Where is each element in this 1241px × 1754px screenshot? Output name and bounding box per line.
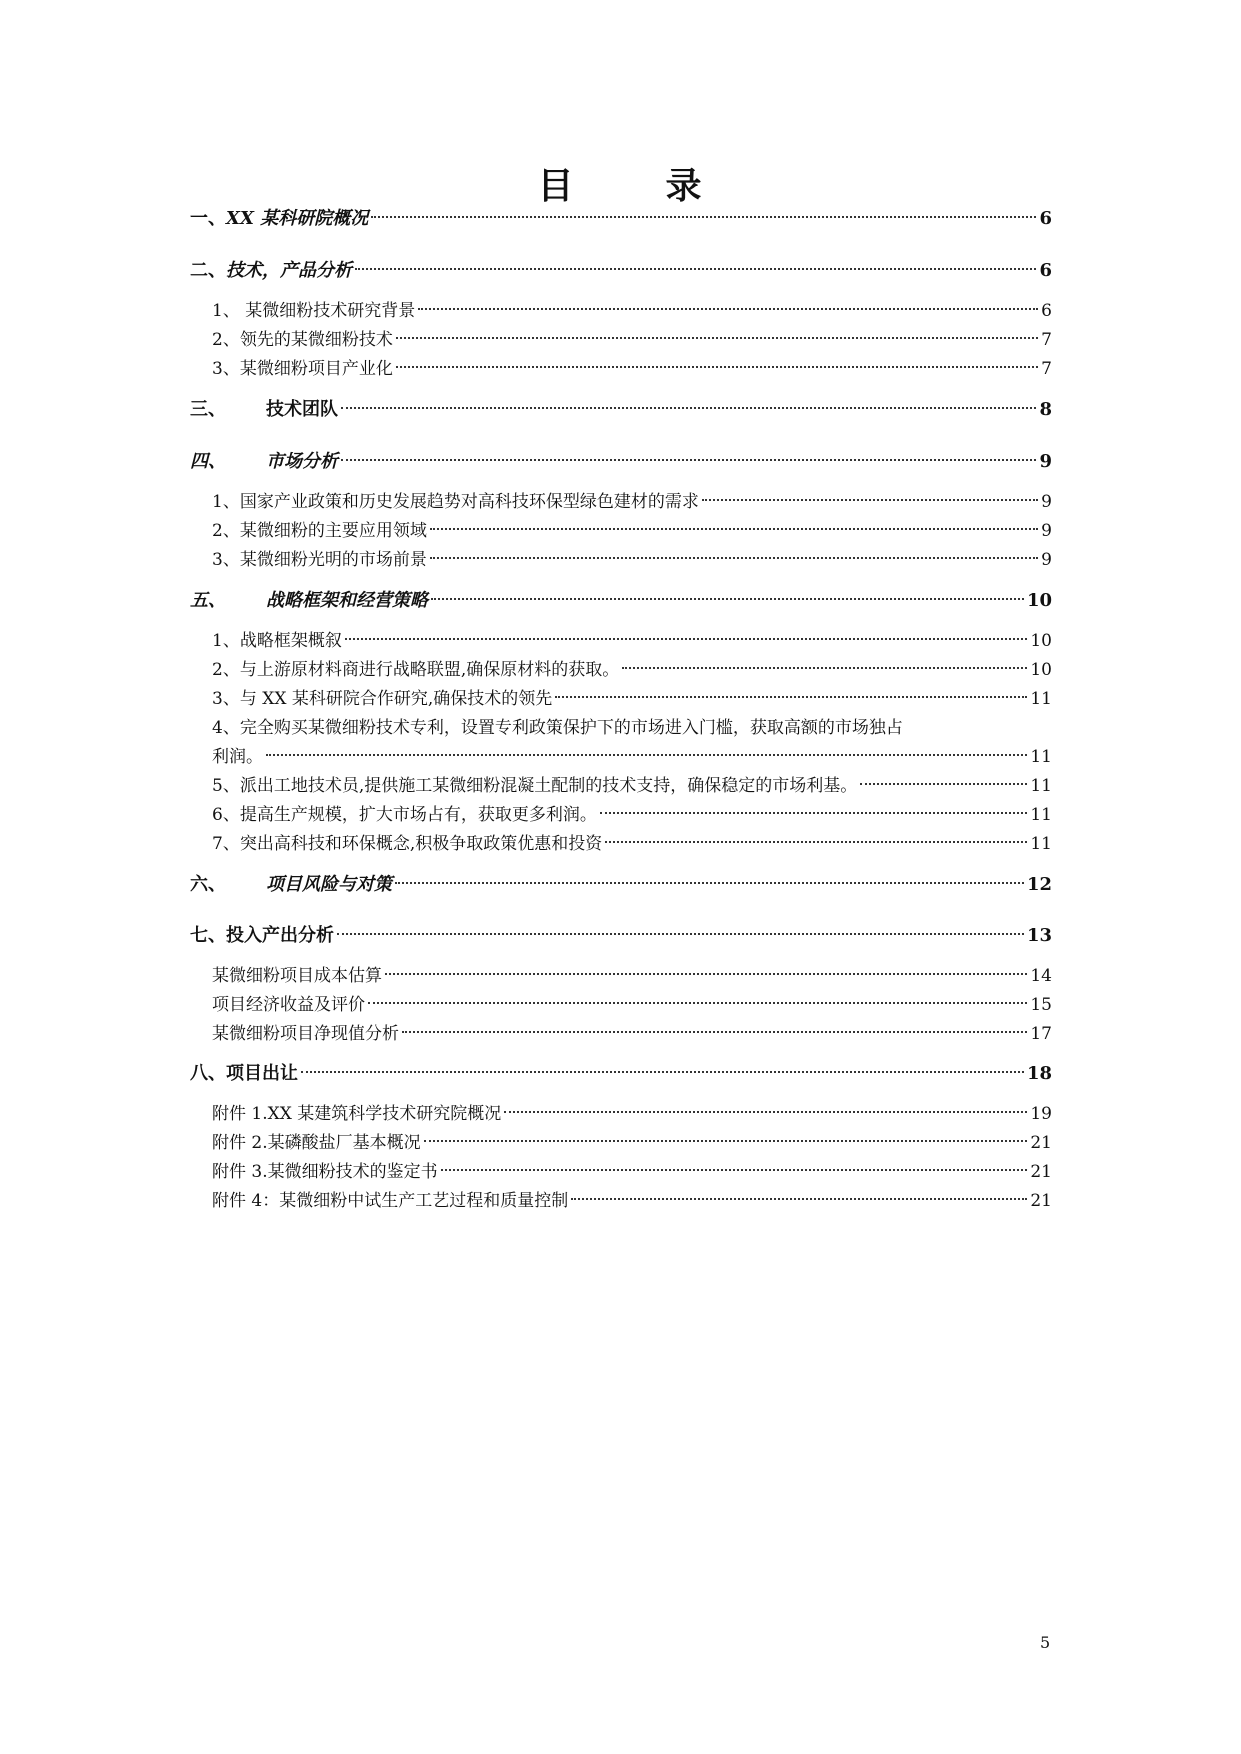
toc-entry-5-2[interactable]: 2、与上游原材料商进行战略联盟,确保原材料的获取。 10 — [212, 657, 1052, 683]
dot-leader — [355, 268, 1036, 270]
toc-page-number: 11 — [1030, 776, 1052, 796]
toc-entry-2-1[interactable]: 1、 某微细粉技术研究背景 6 — [212, 298, 1052, 324]
toc-entry-4-3[interactable]: 3、某微细粉光明的市场前景 9 — [212, 547, 1052, 573]
toc-entry-5-1[interactable]: 1、战略框架概叙 10 — [212, 628, 1052, 654]
dot-leader — [396, 366, 1038, 368]
dot-leader — [702, 499, 1038, 501]
toc-page-number: 9 — [1041, 521, 1052, 541]
dot-leader — [337, 933, 1024, 935]
dot-leader — [504, 1111, 1027, 1113]
toc-entry-5-7[interactable]: 7、突出高科技和环保概念,积极争取政策优惠和投资 11 — [212, 831, 1052, 857]
toc-page-number: 7 — [1041, 330, 1052, 350]
toc-page-number: 10 — [1030, 660, 1052, 680]
toc-entry-5-6[interactable]: 6、提高生产规模，扩大市场占有，获取更多利润。 11 — [212, 802, 1052, 828]
dot-leader — [418, 308, 1038, 310]
toc-page-number: 21 — [1030, 1133, 1052, 1153]
toc-entry-5[interactable]: 五、 战略框架和经营策略 10 — [190, 588, 1052, 614]
toc-entry-6[interactable]: 六、 项目风险与对策 12 — [190, 872, 1052, 898]
dot-leader — [396, 337, 1038, 339]
dot-leader — [341, 407, 1036, 409]
toc-title-left: 目 — [537, 165, 576, 207]
dot-leader — [371, 216, 1036, 218]
dot-leader — [860, 783, 1027, 785]
toc-page-number: 17 — [1030, 1024, 1052, 1044]
toc-page-number: 9 — [1041, 492, 1052, 512]
dot-leader — [555, 696, 1027, 698]
toc-entry-appendix-1[interactable]: 附件 1.XX 某建筑科学技术研究院概况 19 — [212, 1101, 1052, 1127]
dot-leader — [600, 812, 1028, 814]
toc-page-number: 13 — [1026, 925, 1052, 946]
dot-leader — [571, 1198, 1027, 1200]
dot-leader — [605, 841, 1027, 843]
toc-title-right: 录 — [665, 165, 704, 207]
toc-entry-5-5[interactable]: 5、派出工地技术员,提供施工某微细粉混凝土配制的技术支持，确保稳定的市场利基。 11 — [212, 773, 1052, 799]
dot-leader — [441, 1169, 1028, 1171]
toc-page-number: 21 — [1030, 1162, 1052, 1182]
dot-leader — [622, 667, 1027, 669]
toc-entry-2-2[interactable]: 2、领先的某微细粉技术 7 — [212, 327, 1052, 353]
toc-page-number: 12 — [1026, 874, 1052, 895]
toc-page-number: 18 — [1026, 1063, 1052, 1084]
toc-entry-8[interactable]: 八、项目出让 18 — [190, 1061, 1052, 1087]
toc-entry-5-3[interactable]: 3、与 XX 某科研院合作研究,确保技术的领先 11 — [212, 686, 1052, 712]
toc-page-number: 6 — [1041, 301, 1052, 321]
toc-page-number: 8 — [1039, 399, 1052, 420]
toc-page-number: 11 — [1030, 805, 1052, 825]
toc-entry-5-4[interactable]: 利润。 11 — [212, 744, 1052, 770]
toc-entry-appendix-4[interactable]: 附件 4：某微细粉中试生产工艺过程和质量控制 21 — [212, 1188, 1052, 1214]
toc-entry-3[interactable]: 三、 技术团队 8 — [190, 397, 1052, 423]
toc-title — [0, 158, 1241, 209]
toc-page-number: 21 — [1030, 1191, 1052, 1211]
toc-entry-appendix-3[interactable]: 附件 3.某微细粉技术的鉴定书 21 — [212, 1159, 1052, 1185]
dot-leader — [424, 1140, 1028, 1142]
toc-entry-7[interactable]: 七、投入产出分析 13 — [190, 923, 1052, 949]
page-number: 5 — [1040, 1633, 1051, 1652]
toc-entry-7-2[interactable]: 项目经济收益及评价 15 — [212, 992, 1052, 1018]
toc-page-number: 19 — [1030, 1104, 1052, 1124]
dot-leader — [301, 1071, 1024, 1073]
toc-page-number: 6 — [1039, 208, 1052, 229]
dot-leader — [266, 754, 1027, 756]
dot-leader — [430, 557, 1038, 559]
toc-page-number: 14 — [1030, 966, 1052, 986]
toc-entry-4-1[interactable]: 1、国家产业政策和历史发展趋势对高科技环保型绿色建材的需求 9 — [212, 489, 1052, 515]
toc-page-number: 7 — [1041, 359, 1052, 379]
toc-page-number: 10 — [1026, 590, 1052, 611]
toc-page-number: 11 — [1030, 834, 1052, 854]
toc-page-number: 15 — [1030, 995, 1052, 1015]
dot-leader — [431, 598, 1024, 600]
dot-leader — [385, 973, 1027, 975]
toc-entry-7-3[interactable]: 某微细粉项目净现值分析 17 — [212, 1021, 1052, 1047]
toc-page-number: 6 — [1039, 260, 1052, 281]
toc-entry-5-4-line1[interactable]: 4、完全购买某微细粉技术专利，设置专利政策保护下的市场进入门槛，获取高额的市场独占 — [212, 718, 903, 738]
toc-entry-4[interactable]: 四、 市场分析 9 — [190, 449, 1052, 475]
toc-entry-1[interactable]: 一、XX 某科研院概况 6 — [190, 206, 1052, 232]
toc-page-number: 9 — [1039, 451, 1052, 472]
dot-leader — [430, 528, 1038, 530]
toc-page-number: 10 — [1030, 631, 1052, 651]
dot-leader — [395, 882, 1024, 884]
toc-entry-2[interactable]: 二、技术，产品分析 6 — [190, 258, 1052, 284]
toc-page-number: 9 — [1041, 550, 1052, 570]
toc-entry-2-3[interactable]: 3、某微细粉项目产业化 7 — [212, 356, 1052, 382]
toc-entry-4-2[interactable]: 2、某微细粉的主要应用领域 9 — [212, 518, 1052, 544]
toc-page-number: 11 — [1030, 689, 1052, 709]
dot-leader — [345, 638, 1028, 640]
dot-leader — [368, 1002, 1027, 1004]
toc-entry-appendix-2[interactable]: 附件 2.某磷酸盐厂基本概况 21 — [212, 1130, 1052, 1156]
dot-leader — [341, 459, 1036, 461]
toc-page-number: 11 — [1030, 747, 1052, 767]
toc-entry-7-1[interactable]: 某微细粉项目成本估算 14 — [212, 963, 1052, 989]
dot-leader — [402, 1031, 1027, 1033]
